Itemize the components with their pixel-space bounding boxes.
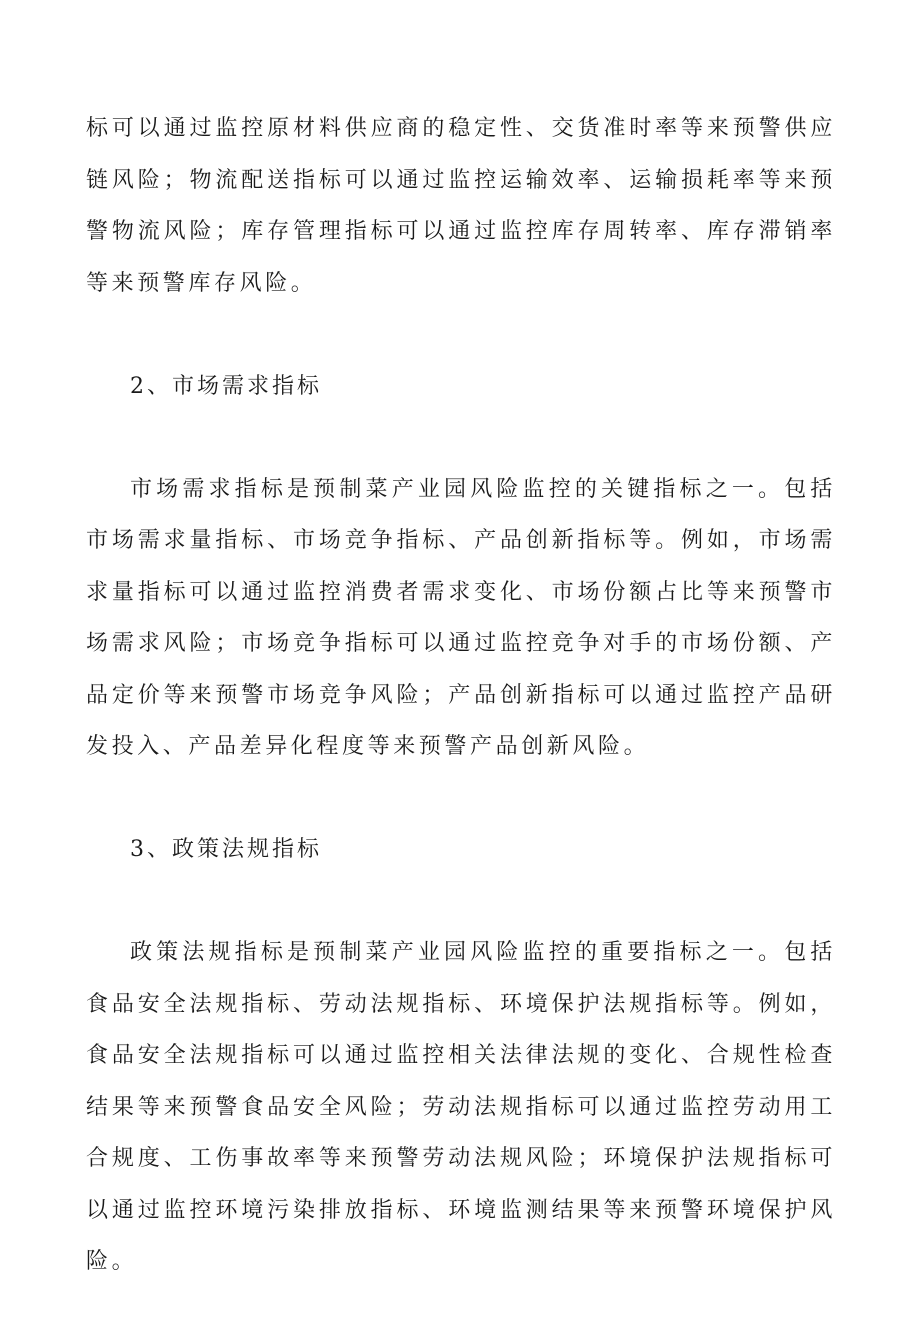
paragraph-policy-regulation: 政策法规指标是预制菜产业园风险监控的重要指标之一。包括食品安全法规指标、劳动法规指标、环境保护法规指标等。例如，食品安全法规指标可以通过监控相关法律法规的变化、合规性检查结果等来预警食品安全风险；劳动法规指标可以通过监控劳动用工合规度、工伤事故率等来预警劳动法规风险；环境保护法规指标可以通过监控环境污染排放指标、环境监测结果等来预警环境保护风险。 <box>86 940 836 1274</box>
document-body <box>86 103 836 1339</box>
paragraph-market-demand: 市场需求指标是预制菜产业园风险监控的关键指标之一。包括市场需求量指标、市场竞争指标、产品创新指标等。例如，市场需求量指标可以通过监控消费者需求变化、市场份额占比等来预警市场需求风险；市场竞争指标可以通过监控竞争对手的市场份额、产品定价等来预警市场竞争风险；产品创新指标可以通过监控产品研发投入、产品差异化程度等来预警产品创新风险。 <box>86 476 836 759</box>
section-heading-policy-regulation: 3、政策法规指标 <box>130 837 322 862</box>
section-heading-market-demand: 2、市场需求指标 <box>130 373 322 399</box>
paragraph-continued: 标可以通过监控原材料供应商的稳定性、交货准时率等来预警供应链风险；物流配送指标可以通过监控运输效率、运输损耗率等来预警物流风险；库存管理指标可以通过监控库存周转率、库存滞销率等来预警库存风险。 <box>86 116 836 296</box>
